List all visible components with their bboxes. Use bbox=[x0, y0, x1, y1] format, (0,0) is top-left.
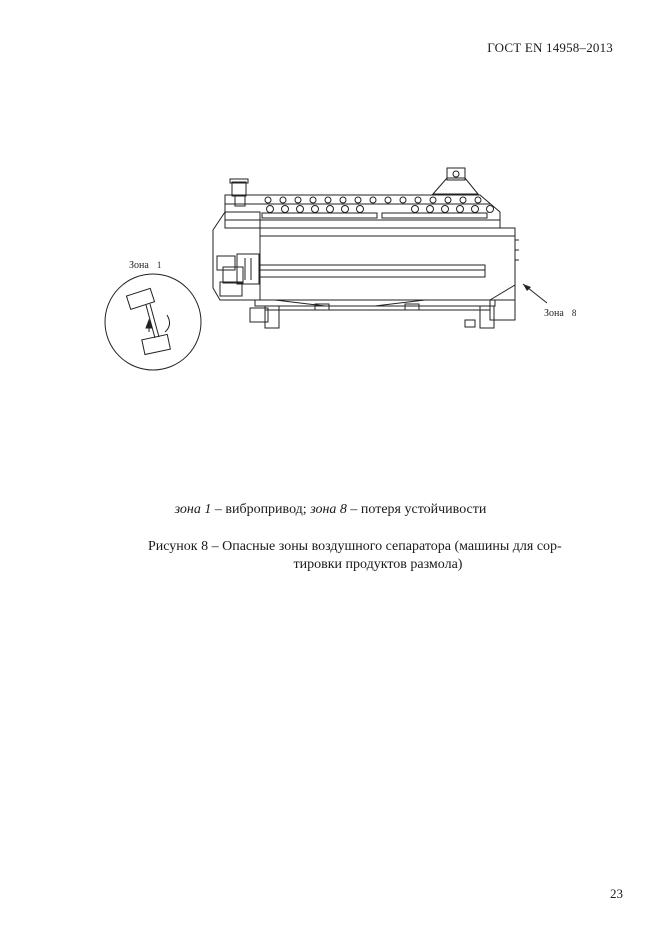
legend-zone8-desc: – потеря устойчивости bbox=[346, 502, 487, 517]
separator-figure bbox=[95, 160, 595, 375]
legend-zone1-desc: – вибропривод; bbox=[211, 502, 311, 517]
zone1-label bbox=[129, 260, 161, 271]
figure-legend bbox=[0, 502, 661, 518]
standard-designation: ГОСТ EN 14958–2013 bbox=[487, 40, 613, 55]
zone1-label-number: 1 bbox=[156, 260, 162, 270]
legend-zone8-term: зона 8 bbox=[310, 502, 347, 517]
zone1-label-text: Зона bbox=[129, 260, 149, 271]
zone8-label-number: 8 bbox=[571, 308, 577, 318]
legend-zone1-term: зона 1 bbox=[174, 502, 212, 517]
page-number: 23 bbox=[610, 886, 623, 901]
bolt-row bbox=[265, 197, 494, 213]
air-separator-drawing bbox=[95, 160, 595, 375]
caption-line2: тировки продуктов размола) bbox=[293, 557, 463, 572]
zone8-label-text: Зона bbox=[544, 308, 564, 319]
document-header bbox=[487, 40, 613, 56]
zone8-label bbox=[544, 308, 576, 319]
zone1-detail-circle bbox=[105, 274, 201, 370]
figure-caption bbox=[148, 538, 618, 574]
caption-line1: Рисунок 8 – Опасные зоны воздушного сепаратора (машины для сор- bbox=[148, 539, 562, 554]
